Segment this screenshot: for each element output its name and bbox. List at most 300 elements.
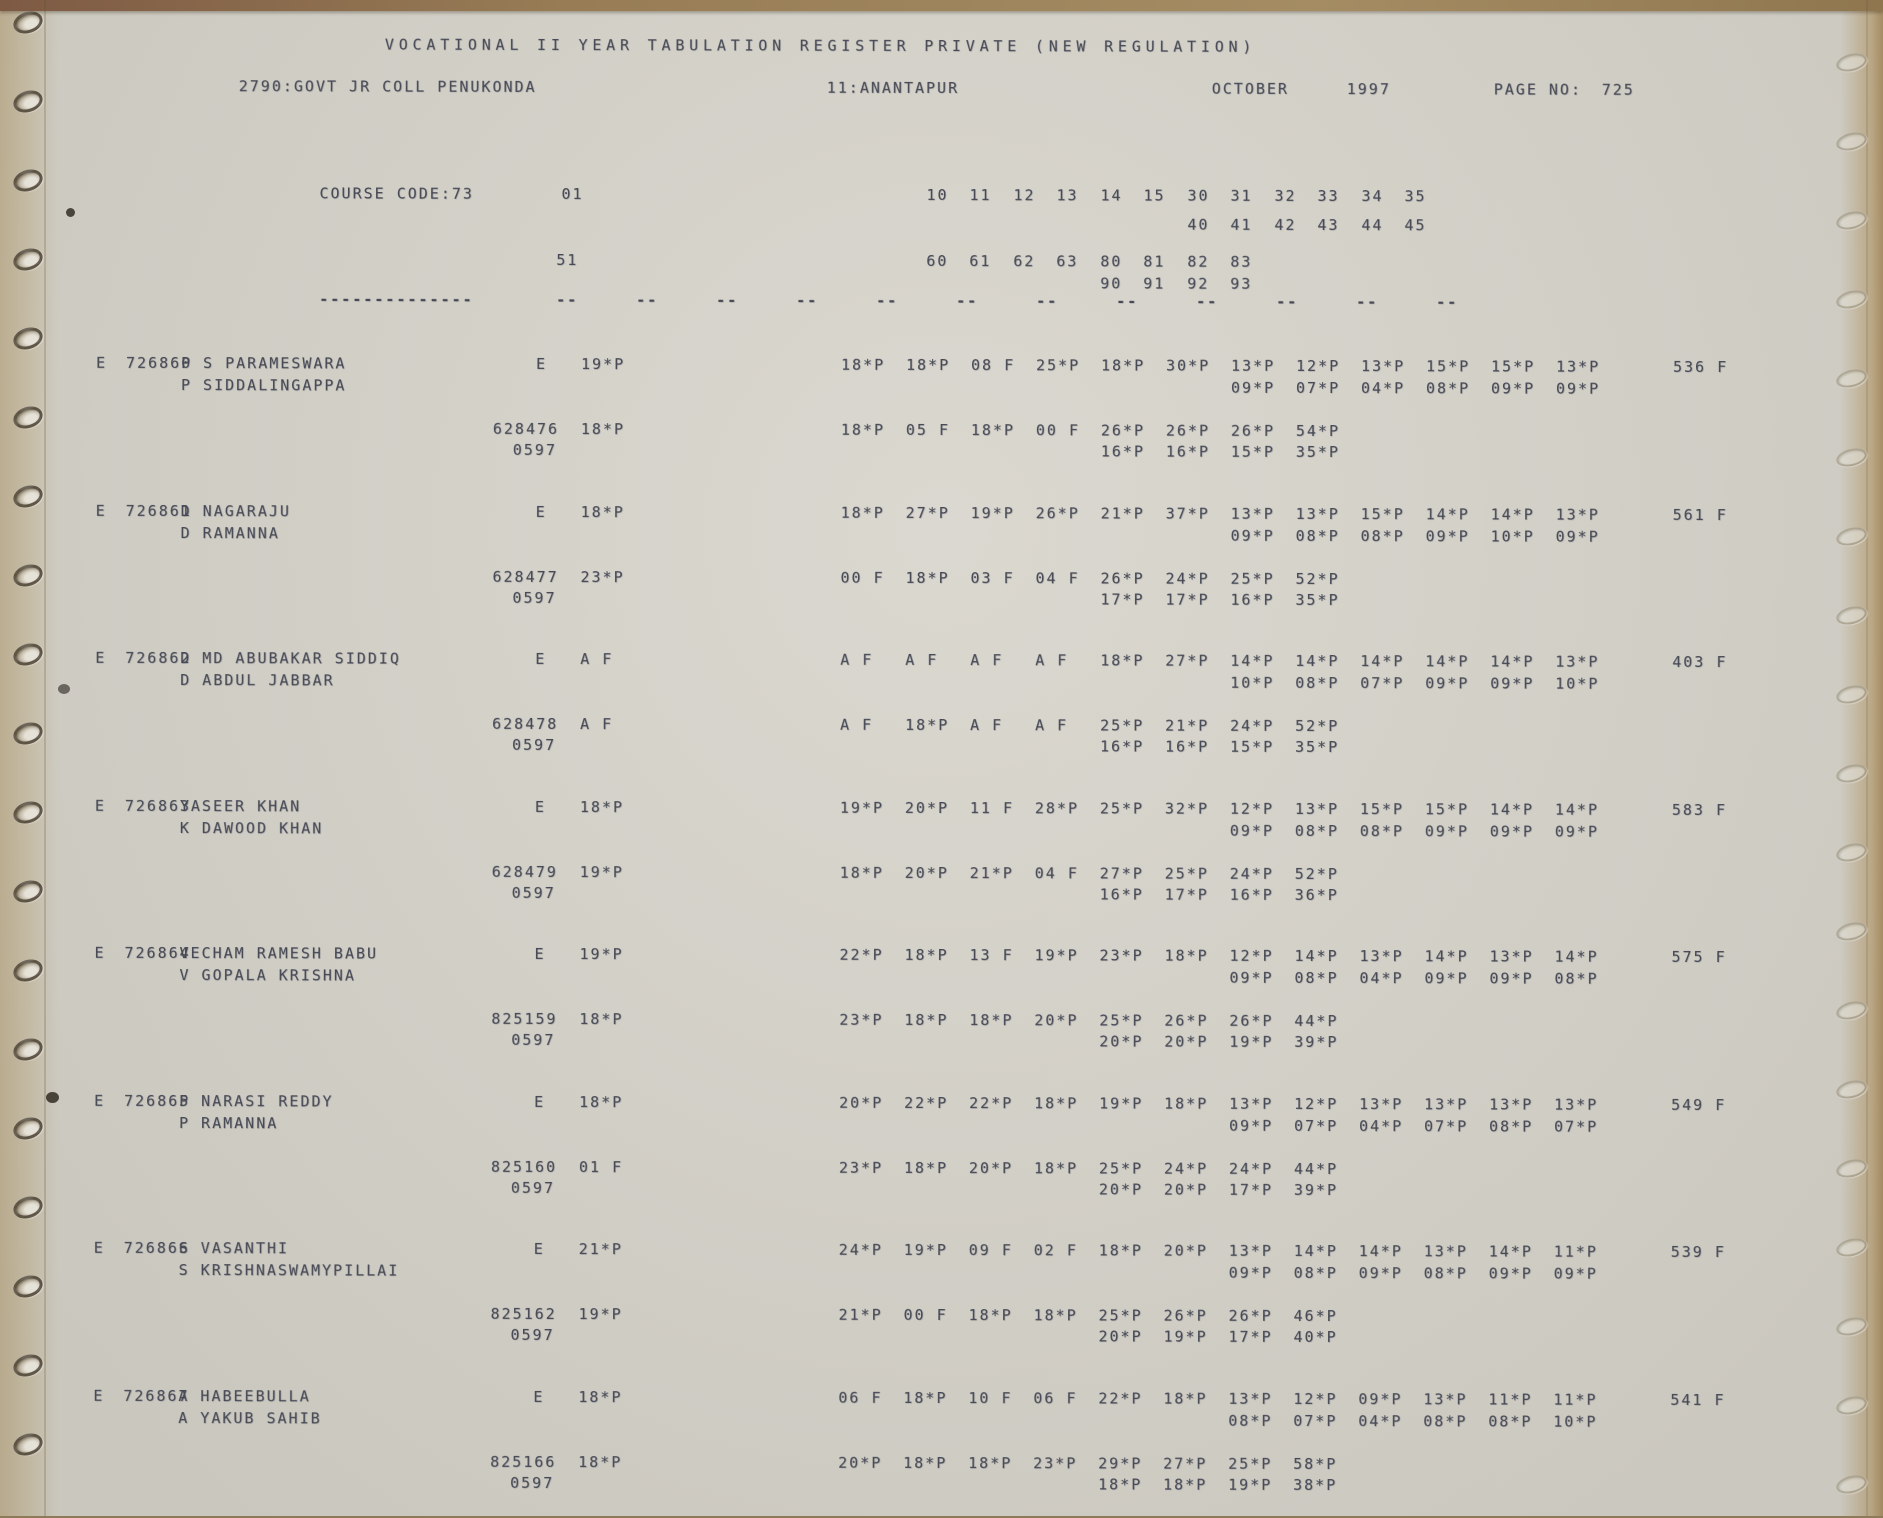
- practical-serial-no: 825162: [490, 1304, 557, 1323]
- theory-internal-mark: 21*P: [578, 1240, 623, 1259]
- subject-code: 40: [1187, 215, 1210, 234]
- practical-mark: 18*P: [969, 1011, 1014, 1030]
- theory-mark: 14*P: [1295, 651, 1340, 671]
- theory-mark: 18*P: [904, 945, 949, 965]
- subject-code: 43: [1317, 215, 1340, 235]
- theory-mark: 10*P: [1230, 673, 1275, 692]
- theory-mark: 10 F: [968, 1389, 1013, 1408]
- theory-mark: 11*P: [1488, 1390, 1533, 1409]
- theory-mark: 15*P: [1359, 800, 1405, 819]
- practical-internal-mark: 19*P: [578, 1305, 623, 1324]
- practical-mark: 23*P: [1033, 1454, 1078, 1473]
- theory-mark: 13*P: [1229, 1094, 1274, 1113]
- practical-mark: 24*P: [1163, 1159, 1209, 1178]
- separator-dashes: --: [956, 292, 979, 311]
- practical-mark: 16*P: [1099, 885, 1144, 904]
- theory-mark: 18*P: [1100, 651, 1145, 670]
- theory-mark: 18*P: [1098, 1241, 1143, 1260]
- theory-mark: 13*P: [1231, 356, 1276, 375]
- subject-code: 61: [969, 252, 992, 271]
- theory-mark: 08*P: [1295, 526, 1340, 546]
- practical-mark: 00 F: [1035, 421, 1081, 440]
- medium-flag: E: [535, 502, 547, 521]
- father-name: A YAKUB SAHIB: [178, 1409, 322, 1428]
- district-code-name: 11:ANANTAPUR: [826, 78, 960, 98]
- subject-code: 93: [1230, 274, 1253, 293]
- student-name: YASEER KHAN: [179, 797, 302, 816]
- theory-mark: 09*P: [1230, 378, 1276, 397]
- theory-mark: 12*P: [1293, 1389, 1338, 1409]
- student-name: A HABEEBULLA: [178, 1387, 311, 1406]
- theory-mark: A F: [840, 650, 874, 669]
- father-name: V GOPALA KRISHNA: [179, 966, 356, 985]
- theory-mark: 14*P: [1554, 947, 1599, 966]
- practical-mark: 26*P: [1230, 421, 1276, 440]
- theory-mark: 19*P: [903, 1240, 948, 1260]
- theory-mark: 37*P: [1165, 504, 1210, 523]
- total-marks: 561 F: [1672, 505, 1728, 525]
- student-flag: E: [93, 1238, 105, 1257]
- student-flag: E: [96, 353, 108, 372]
- practical-mark: 40*P: [1293, 1327, 1338, 1347]
- practical-mark: 03 F: [970, 569, 1015, 588]
- practical-serial-no: 628478: [492, 714, 559, 733]
- total-marks: 541 F: [1670, 1390, 1726, 1410]
- theory-mark: 13*P: [1555, 505, 1600, 524]
- student-reg-no: 726863: [124, 796, 192, 816]
- theory-mark: 13*P: [1555, 652, 1600, 671]
- theory-mark: 09*P: [1358, 1264, 1403, 1283]
- theory-mark: A F: [970, 651, 1004, 670]
- theory-mark: 15*P: [1360, 505, 1405, 524]
- theory-mark: 14*P: [1490, 505, 1535, 524]
- college-code-name: 2790:GOVT JR COLL PENUKONDA: [238, 77, 537, 96]
- practical-mark: 26*P: [1228, 1306, 1273, 1325]
- subject-code: 10: [926, 185, 949, 205]
- practical-internal-mark: A F: [580, 715, 614, 734]
- practical-mark: 18*P: [904, 1010, 949, 1030]
- practical-mark: 26*P: [1163, 1306, 1208, 1325]
- subject-code: 60: [926, 251, 949, 271]
- theory-mark: 09*P: [1489, 969, 1534, 988]
- theory-mark: 07*P: [1554, 1117, 1599, 1136]
- practical-month: 0597: [512, 440, 557, 459]
- internal-column-theory: 01: [561, 185, 584, 204]
- practical-mark: 18*P: [970, 421, 1016, 440]
- separator-dashes: --: [1196, 292, 1219, 311]
- practical-mark: 18*P: [1033, 1159, 1079, 1178]
- practical-mark: 18*P: [903, 1453, 948, 1473]
- theory-mark: 08*P: [1489, 1117, 1534, 1136]
- practical-mark: 25*P: [1164, 864, 1209, 883]
- theory-mark: 13*P: [1556, 357, 1601, 376]
- theory-mark: 13*P: [1424, 1095, 1469, 1114]
- theory-mark: 04*P: [1359, 1117, 1404, 1136]
- theory-mark: 14*P: [1293, 1241, 1338, 1261]
- subject-code: 92: [1187, 274, 1210, 293]
- theory-mark: 18*P: [840, 503, 885, 522]
- practical-mark: A F: [840, 715, 874, 734]
- practical-mark: 19*P: [1228, 1475, 1273, 1494]
- theory-mark: 30*P: [1166, 356, 1211, 375]
- theory-mark: 08*P: [1554, 969, 1599, 988]
- theory-mark: 04*P: [1359, 969, 1404, 988]
- theory-mark: 11*P: [1553, 1242, 1598, 1261]
- practical-mark: 18*P: [1163, 1475, 1208, 1494]
- practical-mark: 36*P: [1294, 885, 1339, 905]
- father-name: P RAMANNA: [179, 1114, 279, 1133]
- practical-mark: 35*P: [1295, 590, 1340, 610]
- subject-code: 13: [1056, 186, 1079, 205]
- separator-dashes: --: [1436, 293, 1459, 312]
- practical-mark: 26*P: [1100, 569, 1145, 588]
- practical-month: 0597: [511, 883, 556, 902]
- subject-code: 31: [1230, 186, 1253, 205]
- practical-mark: 58*P: [1293, 1454, 1338, 1474]
- total-marks: 575 F: [1671, 947, 1727, 967]
- theory-mark: 10*P: [1555, 674, 1600, 693]
- page-number-label: PAGE NO:: [1493, 80, 1583, 99]
- practical-mark: 05 F: [905, 420, 951, 440]
- medium-flag: E: [534, 944, 546, 963]
- theory-mark: A F: [1035, 651, 1069, 670]
- practical-mark: 46*P: [1293, 1306, 1338, 1326]
- practical-mark: 25*P: [1230, 569, 1275, 588]
- theory-mark: 26*P: [1035, 504, 1080, 523]
- practical-serial-no: 825159: [491, 1009, 558, 1028]
- subject-code: 34: [1361, 187, 1384, 206]
- student-name: S VASANTHI: [178, 1239, 290, 1258]
- theory-internal-mark: 18*P: [579, 798, 625, 817]
- theory-mark: 09*P: [1554, 822, 1599, 841]
- practical-month: 0597: [511, 1030, 556, 1049]
- practical-mark: 18*P: [903, 1158, 949, 1178]
- practical-mark: 20*P: [1164, 1032, 1209, 1051]
- practical-mark: 35*P: [1295, 442, 1340, 462]
- practical-mark: 25*P: [1099, 1011, 1144, 1030]
- practical-mark: 18*P: [839, 863, 884, 882]
- practical-mark: 17*P: [1100, 590, 1145, 609]
- subject-code: 90: [1100, 274, 1123, 293]
- practical-mark: 24*P: [1229, 864, 1274, 883]
- theory-mark: 09*P: [1424, 969, 1469, 988]
- practical-mark: 24*P: [1228, 1159, 1274, 1178]
- theory-mark: 22*P: [969, 1094, 1014, 1113]
- practical-mark: 39*P: [1293, 1180, 1339, 1200]
- theory-mark: 14*P: [1488, 1242, 1533, 1261]
- theory-internal-mark: 18*P: [578, 1388, 623, 1407]
- theory-mark: 18*P: [1034, 1094, 1079, 1113]
- practical-mark: 20*P: [904, 863, 949, 883]
- practical-mark: 26*P: [1164, 1011, 1209, 1030]
- theory-mark: 07*P: [1293, 1411, 1338, 1431]
- theory-mark: 08*P: [1294, 821, 1339, 841]
- theory-mark: 09*P: [1229, 821, 1274, 840]
- theory-mark: A F: [905, 650, 939, 669]
- theory-mark: 08*P: [1425, 379, 1471, 398]
- practical-mark: 25*P: [1228, 1454, 1273, 1473]
- practical-mark: 17*P: [1164, 885, 1209, 904]
- theory-mark: 07*P: [1360, 674, 1405, 693]
- theory-mark: 25*P: [1099, 799, 1145, 818]
- total-marks: 536 F: [1673, 357, 1729, 377]
- subject-code: 91: [1143, 274, 1166, 293]
- exam-month: OCTOBER: [1211, 79, 1289, 98]
- theory-mark: 04*P: [1358, 1412, 1403, 1431]
- practical-mark: 16*P: [1165, 442, 1210, 461]
- theory-mark: 13*P: [1228, 1389, 1273, 1408]
- practical-mark: 21*P: [969, 864, 1014, 883]
- practical-month: 0597: [510, 1178, 556, 1197]
- theory-mark: 13*P: [1423, 1390, 1468, 1409]
- theory-mark: 14*P: [1294, 946, 1339, 966]
- theory-mark: 02 F: [1033, 1241, 1078, 1260]
- medium-flag: E: [534, 1092, 546, 1111]
- subject-code: 32: [1274, 186, 1297, 205]
- theory-mark: 18*P: [903, 1388, 948, 1408]
- theory-mark: 09*P: [1230, 526, 1275, 545]
- total-marks: 403 F: [1672, 652, 1728, 672]
- practical-internal-mark: 19*P: [579, 863, 624, 882]
- practical-mark: A F: [970, 716, 1004, 735]
- practical-mark: 23*P: [838, 1158, 884, 1177]
- theory-mark: 20*P: [1163, 1241, 1208, 1260]
- practical-mark: 20*P: [1098, 1180, 1144, 1199]
- student-reg-no: 726861: [125, 501, 192, 521]
- theory-mark: 13*P: [1294, 799, 1340, 819]
- practical-mark: 54*P: [1295, 421, 1341, 441]
- theory-mark: 08*P: [1423, 1264, 1468, 1283]
- practical-mark: 24*P: [1165, 569, 1210, 588]
- page-number: 725: [1601, 80, 1635, 99]
- practical-month: 0597: [512, 588, 557, 607]
- theory-mark: 08*P: [1295, 673, 1340, 693]
- theory-mark: 13*P: [1359, 1095, 1404, 1114]
- theory-mark: 09*P: [1425, 527, 1470, 546]
- theory-mark: 20*P: [904, 798, 950, 818]
- theory-mark: 09*P: [1229, 1116, 1274, 1135]
- practical-mark: 25*P: [1100, 716, 1145, 735]
- practical-mark: 20*P: [1099, 1032, 1144, 1051]
- separator-dashes: --------------: [319, 290, 474, 309]
- practical-mark: 17*P: [1165, 590, 1210, 609]
- theory-mark: 13*P: [1423, 1242, 1468, 1261]
- student-name: VECHAM RAMESH BABU: [179, 944, 379, 963]
- theory-mark: 09 F: [968, 1241, 1013, 1260]
- theory-mark: 09*P: [1553, 1264, 1598, 1283]
- medium-flag: E: [533, 1239, 545, 1258]
- theory-mark: 13*P: [1230, 504, 1275, 523]
- practical-mark: 16*P: [1100, 737, 1145, 756]
- practical-internal-mark: 23*P: [580, 568, 625, 587]
- theory-mark: 07*P: [1295, 378, 1341, 398]
- theory-mark: 15*P: [1491, 357, 1536, 376]
- practical-mark: 25*P: [1098, 1306, 1143, 1325]
- practical-internal-mark: 01 F: [578, 1158, 624, 1177]
- subject-code: 45: [1404, 216, 1427, 235]
- practical-internal-mark: 18*P: [578, 1453, 623, 1472]
- theory-mark: 08*P: [1360, 527, 1405, 546]
- practical-mark: 20*P: [1098, 1327, 1143, 1346]
- theory-mark: 12*P: [1229, 799, 1275, 818]
- subject-code: 15: [1143, 186, 1166, 205]
- practical-serial-no: 628477: [492, 567, 559, 586]
- student-flag: E: [93, 1386, 105, 1405]
- theory-mark: 09*P: [1555, 379, 1601, 398]
- subject-code: 11: [969, 186, 992, 205]
- theory-mark: 14*P: [1425, 505, 1470, 524]
- theory-mark: 14*P: [1424, 947, 1469, 966]
- practical-mark: 16*P: [1165, 737, 1210, 756]
- medium-flag: E: [536, 354, 548, 373]
- father-name: D RAMANNA: [180, 524, 280, 543]
- theory-mark: 19*P: [970, 504, 1015, 523]
- practical-mark: 20*P: [1034, 1011, 1079, 1030]
- theory-mark: 23*P: [1099, 946, 1144, 965]
- student-name: D MD ABUBAKAR SIDDIQ: [180, 649, 401, 668]
- student-reg-no: 726864: [124, 943, 191, 963]
- practical-mark: 52*P: [1294, 864, 1339, 884]
- separator-dashes: --: [556, 290, 579, 310]
- student-reg-no: 726862: [125, 648, 192, 668]
- theory-mark: 13 F: [969, 946, 1014, 965]
- practical-mark: A F: [1035, 716, 1069, 735]
- practical-mark: 15*P: [1230, 442, 1275, 461]
- separator-dashes: --: [1276, 292, 1299, 311]
- theory-mark: 18*P: [1163, 1389, 1208, 1408]
- father-name: D ABDUL JABBAR: [180, 671, 335, 690]
- practical-mark: 20*P: [968, 1159, 1014, 1178]
- theory-mark: 12*P: [1294, 1094, 1339, 1114]
- practical-mark: 27*P: [1099, 864, 1144, 883]
- father-name: K DAWOOD KHAN: [179, 819, 324, 838]
- student-reg-no: 726860: [126, 353, 193, 373]
- theory-mark: 09*P: [1489, 822, 1534, 841]
- practical-mark: 44*P: [1294, 1011, 1339, 1031]
- theory-mark: 14*P: [1358, 1242, 1403, 1261]
- theory-mark: 18*P: [841, 355, 886, 374]
- practical-month: 0597: [510, 1325, 555, 1344]
- theory-mark: 20*P: [839, 1093, 884, 1112]
- subject-code: 42: [1274, 215, 1297, 234]
- separator-dashes: --: [796, 291, 819, 310]
- theory-mark: 13*P: [1361, 357, 1406, 376]
- practical-mark: 18*P: [1098, 1475, 1143, 1494]
- register-title: VOCATIONAL II YEAR TABULATION REGISTER PRIVATE (NEW REGULATION): [384, 35, 1257, 56]
- medium-flag: E: [534, 797, 546, 816]
- theory-mark: 27*P: [905, 503, 950, 523]
- practical-mark: 25*P: [1098, 1159, 1144, 1178]
- theory-mark: 27*P: [1165, 651, 1210, 670]
- course-code-label: COURSE CODE:73: [319, 184, 474, 203]
- theory-mark: 22*P: [839, 945, 884, 964]
- practical-mark: 52*P: [1295, 716, 1340, 736]
- subject-code: 44: [1361, 216, 1384, 235]
- practical-internal-mark: 18*P: [580, 420, 626, 439]
- theory-mark: 09*P: [1490, 674, 1535, 693]
- subject-code: 82: [1187, 252, 1210, 271]
- theory-mark: 11*P: [1553, 1390, 1598, 1409]
- practical-mark: 17*P: [1228, 1327, 1273, 1346]
- theory-mark: 13*P: [1489, 1095, 1534, 1114]
- theory-mark: 14*P: [1230, 651, 1275, 670]
- practical-mark: 26*P: [1229, 1011, 1274, 1030]
- practical-mark: 21*P: [1165, 716, 1210, 735]
- practical-mark: 00 F: [840, 568, 885, 587]
- theory-mark: 25*P: [1036, 356, 1081, 375]
- student-name: D NAGARAJU: [180, 502, 291, 521]
- practical-mark: 20*P: [838, 1453, 883, 1472]
- separator-dashes: --: [716, 291, 739, 310]
- theory-mark: 22*P: [1098, 1389, 1143, 1408]
- theory-mark: 10*P: [1553, 1412, 1598, 1431]
- practical-mark: 15*P: [1230, 737, 1275, 756]
- theory-mark: 15*P: [1426, 357, 1471, 376]
- practical-serial-no: 628476: [492, 419, 560, 438]
- practical-mark: 21*P: [838, 1305, 883, 1324]
- practical-internal-mark: 18*P: [579, 1010, 624, 1029]
- theory-mark: 18*P: [906, 355, 951, 375]
- theory-mark: 13*P: [1228, 1241, 1273, 1260]
- theory-mark: 18*P: [1164, 946, 1209, 965]
- separator-dashes: --: [1116, 292, 1139, 311]
- practical-mark: 35*P: [1295, 737, 1340, 757]
- practical-mark: 23*P: [839, 1010, 884, 1029]
- practical-serial-no: 628479: [491, 862, 558, 881]
- practical-mark: 38*P: [1293, 1475, 1338, 1495]
- subject-code: 30: [1187, 186, 1210, 205]
- theory-mark: 08*P: [1488, 1412, 1533, 1431]
- medium-flag: E: [533, 1387, 545, 1406]
- theory-mark: 08 F: [971, 356, 1016, 375]
- practical-mark: 18*P: [968, 1306, 1013, 1325]
- practical-mark: 27*P: [1163, 1454, 1208, 1473]
- theory-mark: 08*P: [1423, 1412, 1468, 1431]
- practical-mark: 26*P: [1100, 421, 1146, 440]
- theory-mark: 19*P: [839, 798, 885, 817]
- subject-code: 83: [1230, 252, 1253, 271]
- exam-year: 1997: [1346, 80, 1391, 99]
- practical-mark: 04 F: [1035, 569, 1080, 588]
- theory-mark: 13*P: [1489, 947, 1534, 966]
- theory-mark: 11 F: [969, 799, 1015, 818]
- theory-mark: 12*P: [1229, 946, 1274, 965]
- theory-mark: 18*P: [1164, 1094, 1209, 1113]
- theory-mark: 09*P: [1229, 968, 1274, 987]
- student-name: P NARASI REDDY: [179, 1092, 334, 1111]
- practical-mark: 04 F: [1034, 864, 1079, 883]
- student-flag: E: [94, 796, 106, 815]
- theory-mark: 15*P: [1424, 800, 1470, 819]
- theory-internal-mark: 19*P: [581, 355, 626, 374]
- theory-mark: 09*P: [1490, 379, 1536, 398]
- theory-mark: 32*P: [1164, 799, 1210, 818]
- student-reg-no: 726867: [123, 1386, 190, 1406]
- theory-mark: 13*P: [1359, 947, 1404, 966]
- theory-mark: 12*P: [1296, 356, 1341, 376]
- theory-mark: 09*P: [1488, 1264, 1533, 1283]
- practical-serial-no: 825160: [490, 1157, 558, 1176]
- practical-mark: 18*P: [1033, 1306, 1078, 1325]
- practical-mark: 18*P: [905, 715, 950, 735]
- theory-mark: 10*P: [1490, 527, 1535, 546]
- student-reg-no: 726865: [124, 1091, 191, 1111]
- total-marks: 549 F: [1671, 1095, 1727, 1115]
- practical-mark: 20*P: [1163, 1180, 1209, 1199]
- total-marks: 583 F: [1671, 800, 1728, 820]
- subject-code: 12: [1013, 186, 1036, 205]
- student-flag: E: [94, 943, 106, 962]
